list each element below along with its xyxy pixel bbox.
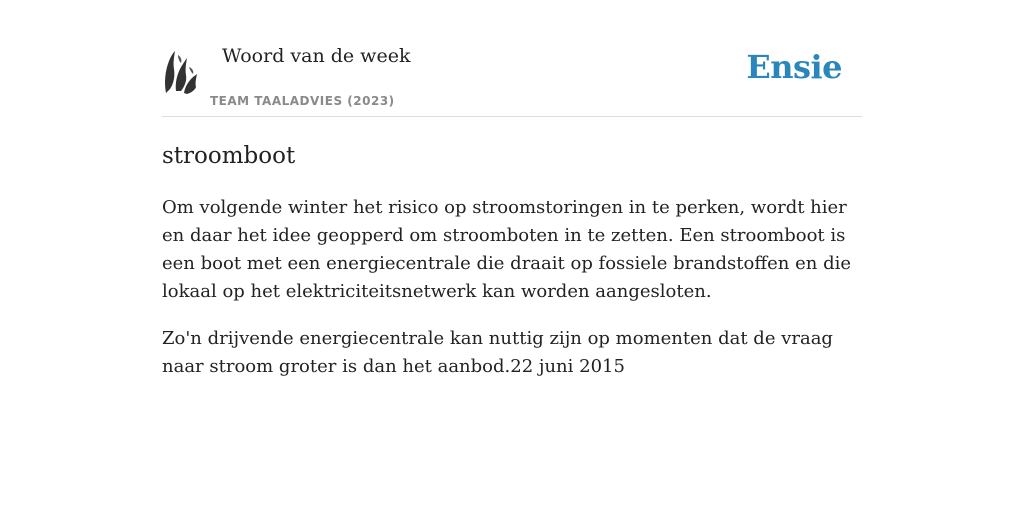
- page-container: [162, 0, 862, 381]
- brand-logo[interactable]: Ensie: [746, 48, 842, 86]
- page-header: [162, 0, 862, 117]
- author-label: TEAM TAALADVIES (2023): [210, 94, 395, 108]
- article-paragraph: [162, 325, 862, 381]
- article-paragraph-text: Zo'n drijvende energiecentrale kan nuttig zijn op momenten dat de vraag naar stroom groter is dan het aanbod.: [162, 328, 833, 377]
- article-date: 22 juni 2015: [510, 356, 625, 377]
- article-paragraph: Om volgende winter het risico op stroomstoringen in te perken, wordt hier en daar het idee geopperd om stroomboten in te zetten. Een stroomboot is een boot met een energiecentrale die draait op fossiele brandstoffen en die lokaal op het elektriciteitsnetwerk kan worden aangesloten.: [162, 197, 852, 302]
- series-title: Woord van de week: [222, 45, 411, 67]
- flemish-lion-logo-icon: [162, 49, 198, 95]
- article-title: stroomboot: [162, 143, 296, 169]
